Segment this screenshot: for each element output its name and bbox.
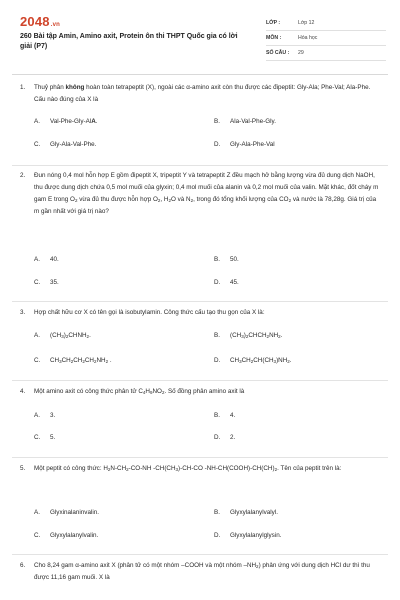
option-text: Glyxinalaninvalin. bbox=[50, 509, 100, 516]
option-d[interactable] bbox=[214, 139, 275, 151]
meta-class bbox=[266, 16, 386, 31]
option-c[interactable] bbox=[34, 277, 59, 289]
option-letter: D. bbox=[214, 141, 221, 148]
question-number: 6. bbox=[20, 562, 26, 569]
option-letter: B. bbox=[214, 509, 220, 516]
option-b[interactable] bbox=[214, 254, 239, 266]
option-letter: B. bbox=[214, 256, 220, 263]
option-c[interactable]: C. $CH_3CH_2CH_2CH_2NH_2$ . bbox=[34, 355, 112, 367]
option-text: 40. bbox=[50, 256, 59, 263]
logo-text: 2048 bbox=[20, 14, 50, 29]
option-text: Gly-Ala-Phe-Val bbox=[230, 141, 275, 148]
option-text: 50. bbox=[230, 256, 239, 263]
question-number: 2. bbox=[20, 172, 26, 179]
option-text: 5. bbox=[50, 434, 56, 441]
option-letter: D. bbox=[214, 279, 221, 286]
question-separator bbox=[12, 554, 388, 555]
option-b[interactable] bbox=[214, 410, 235, 422]
option-text: 3. bbox=[50, 412, 56, 419]
option-c[interactable] bbox=[34, 530, 98, 542]
question-stem: Một amino axit có công thức phân tử $C_4H_9NO_2$. Số đồng phân amino axit là bbox=[34, 388, 245, 395]
option-text: Gly-Ala-Val-Phe. bbox=[50, 141, 97, 148]
option-d[interactable] bbox=[214, 432, 235, 444]
option-letter: A. bbox=[34, 332, 40, 339]
option-letter: D. bbox=[214, 434, 221, 441]
question-separator bbox=[12, 165, 388, 166]
meta-subject-label: MÔN : bbox=[266, 35, 282, 41]
option-d[interactable] bbox=[214, 277, 239, 289]
option-text: 45. bbox=[230, 279, 239, 286]
option-letter: B. bbox=[214, 332, 220, 339]
question-separator bbox=[12, 457, 388, 458]
option-text: 35. bbox=[50, 279, 59, 286]
option-b[interactable] bbox=[214, 116, 276, 128]
option-letter: C. bbox=[34, 141, 41, 148]
meta-count bbox=[266, 46, 386, 61]
header-divider bbox=[12, 74, 388, 75]
site-logo[interactable] bbox=[20, 14, 60, 29]
question-stem: Đun nóng 0,4 mol hỗn hợp E gồm đipeptit X, tripeptit Y và tetrapeptit Z đều mạch hở bằng lượng vừa đủ dung dịch NaOH, thu được dung dịch chứa 0,5 mol muối của glyxin; 0,4 mol muối của alanin và 0,2 mol muối của valin. Mặt khác, đốt cháy m gam E trong $O_2$ vừa đủ thu được hỗn hợp $O_2$, $H_2O$ và $N_2$, trong đó tổng khối lượng của $CO_2$ và nước là 78,28g. Giá trị của m gần nhất với giá trị nào? bbox=[34, 172, 379, 215]
document-header bbox=[12, 10, 388, 66]
option-a[interactable] bbox=[34, 507, 99, 519]
option-text: 4. bbox=[230, 412, 236, 419]
document-meta bbox=[266, 16, 386, 61]
question-stem: Cho 8,24 gam α-amino axit X (phân tử có một nhóm –COOH và một nhóm $-NH_2$) phản ứng với dung dịch HCl dư thì thu được 11,16 gam muối. X là bbox=[34, 562, 370, 581]
question-number: 5. bbox=[20, 465, 26, 472]
option-letter: D. bbox=[214, 357, 221, 364]
question-number: 1. bbox=[20, 84, 26, 91]
option-text: Glyxylalanylglysin. bbox=[230, 532, 282, 539]
option-text: Glyxylalanylvalin. bbox=[50, 532, 99, 539]
option-letter: A. bbox=[34, 256, 40, 263]
option-d[interactable]: D. $CH_3CH_2CH(CH_3)NH_2$. bbox=[214, 355, 292, 367]
meta-count-label: SỐ CÂU : bbox=[266, 50, 290, 56]
logo-suffix: .vn bbox=[50, 22, 61, 28]
option-letter: C. bbox=[34, 532, 41, 539]
meta-count-value: 29 bbox=[298, 50, 304, 56]
option-d[interactable] bbox=[214, 530, 281, 542]
option-text: Glyxylalanylvalyl. bbox=[230, 509, 278, 516]
question-number: 3. bbox=[20, 309, 26, 316]
question-separator bbox=[12, 301, 388, 302]
option-a[interactable] bbox=[34, 410, 55, 422]
option-text: 2. bbox=[230, 434, 236, 441]
option-b[interactable] bbox=[214, 507, 278, 519]
option-a[interactable]: A. Val-Phe-Gly-AlA. bbox=[34, 116, 98, 128]
option-letter: D. bbox=[214, 532, 221, 539]
option-letter: A. bbox=[34, 412, 40, 419]
meta-class-label: LỚP : bbox=[266, 20, 281, 26]
question-separator bbox=[12, 380, 388, 381]
meta-subject-value: Hóa học bbox=[298, 35, 318, 41]
meta-subject bbox=[266, 31, 386, 46]
option-letter: C. bbox=[34, 279, 41, 286]
question-stem: Một peptit có công thức: $H_2N-CH_2-CO-NH$ $-CH(CH_3)-CH-CO$ $-NH-CH(COOH)-CH(CH)_2$. Tên của peptit trên là: bbox=[34, 465, 342, 472]
option-letter: A. bbox=[34, 118, 40, 125]
option-letter: A. bbox=[34, 509, 40, 516]
question-stem: Hợp chất hữu cơ X có tên gọi là isobutylamin. Công thức cấu tạo thu gọn của X là: bbox=[34, 309, 265, 316]
option-a[interactable]: A. $(CH_3)_2CHNH_2$. bbox=[34, 330, 91, 342]
option-letter: C. bbox=[34, 357, 41, 364]
document-title: 260 Bài tập Amin, Amino axit, Protein ôn thi THPT Quốc gia có lời giải (P7) bbox=[20, 33, 238, 50]
meta-class-value: Lớp 12 bbox=[298, 20, 315, 26]
option-text: Ala-Val-Phe-Gly. bbox=[230, 118, 276, 125]
option-a[interactable] bbox=[34, 254, 59, 266]
question-number: 4. bbox=[20, 388, 26, 395]
option-c[interactable] bbox=[34, 139, 96, 151]
question-stem: Thuỷ phân không hoàn toàn tetrapeptit (X), ngoài các α-amino axit còn thu được các đipeptit: Gly-Ala; Phe-Val; Ala-Phe. Cấu nào đúng của X là bbox=[34, 84, 371, 103]
option-letter: B. bbox=[214, 118, 220, 125]
option-c[interactable] bbox=[34, 432, 55, 444]
option-letter: C. bbox=[34, 434, 41, 441]
option-b[interactable]: B. $(CH_3)_2CHCH_2NH_2$. bbox=[214, 330, 282, 342]
option-letter: B. bbox=[214, 412, 220, 419]
